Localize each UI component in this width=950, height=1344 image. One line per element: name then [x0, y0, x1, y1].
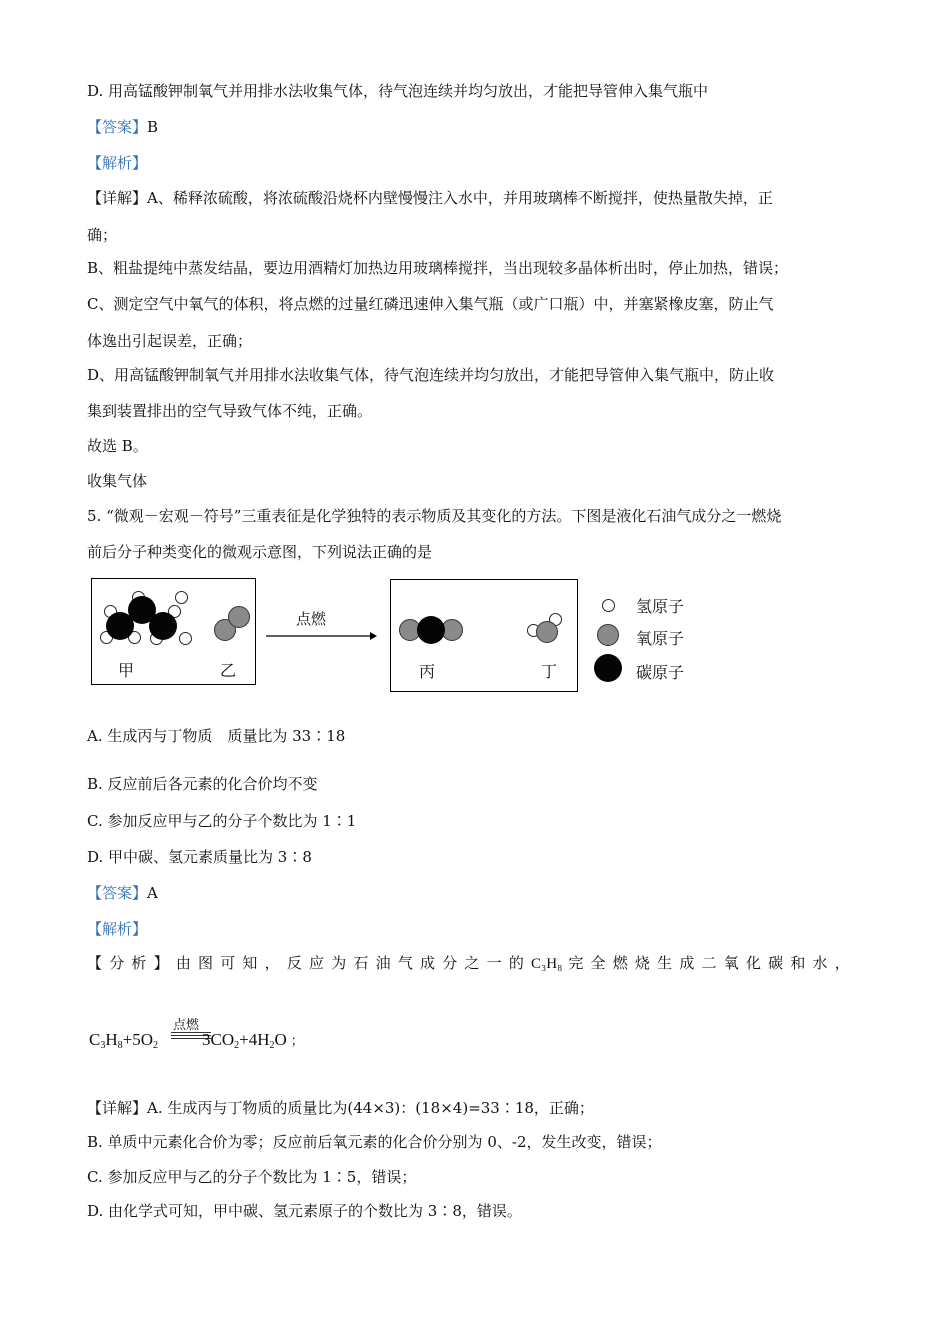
- reaction-arrow-icon: [266, 630, 378, 642]
- arrow-condition: 点燃: [296, 610, 327, 628]
- products-box: [390, 579, 578, 692]
- collect-gas: 收集气体: [87, 472, 148, 490]
- detail-d-line2: 集到装置排出的空气导致气体不纯，正确。: [87, 402, 373, 420]
- legend-carbon-label: 碳原子: [636, 663, 685, 682]
- legend-oxygen-label: 氧原子: [636, 629, 685, 648]
- detail-a-line2: 确；: [87, 226, 118, 244]
- legend-oxygen-icon: [597, 624, 619, 646]
- equation-condition: 点燃: [173, 1017, 200, 1032]
- question-5-line1: 5. “微观－宏观－符号”三重表征是化学独特的表示物质及其变化的方法。下图是液化石油气成分之一燃烧: [87, 507, 782, 525]
- answer-1: [87, 116, 158, 138]
- analysis-tag-2: 【解析】: [87, 920, 148, 938]
- option-d-text: D. 用高锰酸钾制氧气并用排水法收集气体，待气泡连续并均匀放出，才能把导管伸入集气瓶中: [87, 82, 709, 100]
- answer-2: [87, 882, 158, 904]
- option-b: B. 反应前后各元素的化合价均不变: [87, 775, 318, 793]
- answer-tag: 【答案】: [87, 884, 148, 902]
- detail-tag: 【详解】: [87, 189, 148, 207]
- option-d: D. 甲中碳、氢元素质量比为 3∶8: [87, 848, 312, 866]
- hydrogen-atom: [179, 632, 192, 645]
- label-ding: 丁: [541, 662, 558, 681]
- detail2-a: 【详解】A. 生成丙与丁物质的质量比为(44×3)：(18×4)=33∶18，正确；: [87, 1099, 594, 1117]
- legend-hydrogen-icon: [602, 599, 615, 612]
- detail2-c: C. 参加反应甲与乙的分子个数比为 1∶5，错误；: [87, 1168, 417, 1186]
- label-bing: 丙: [419, 662, 436, 681]
- detail-c-line2: 体逸出引起误差，正确；: [87, 332, 253, 350]
- oxygen-atom: [536, 621, 558, 643]
- carbon-atom: [149, 612, 177, 640]
- fenxi-line: 【分析】由图可知，反应为石油气成分之一的C₃H₈ 完全燃烧生成二氧化碳和水，: [87, 954, 857, 972]
- label-jia: 甲: [118, 661, 135, 680]
- legend-carbon-icon: [594, 654, 622, 682]
- answer-value: B: [147, 118, 159, 136]
- detail2-b: B. 单质中元素化合价为零；反应前后氧元素的化合价分别为 0、-2，发生改变，错误；: [87, 1133, 662, 1151]
- detail-d-line1: D、用高锰酸钾制氧气并用排水法收集气体，待气泡连续并均匀放出，才能把导管伸入集气瓶中，防止收: [87, 366, 775, 384]
- detail-b: B、粗盐提纯中蒸发结晶，要边用酒精灯加热边用玻璃棒搅拌，当出现较多晶体析出时，停止加热，错误；: [87, 259, 789, 277]
- question-5-line2: 前后分子种类变化的微观示意图，下列说法正确的是: [87, 543, 433, 561]
- option-a: A. 生成丙与丁物质 质量比为 33∶18: [87, 727, 346, 745]
- label-yi: 乙: [220, 661, 237, 680]
- carbon-atom: [417, 616, 445, 644]
- propane-formula: C₃H₈: [531, 956, 563, 972]
- oxygen-atom: [228, 606, 250, 628]
- detail2-d: D. 由化学式可知，甲中碳、氢元素原子的个数比为 3∶8，错误。: [87, 1202, 522, 1220]
- analysis-tag-1: 【解析】: [87, 154, 148, 172]
- carbon-atom: [106, 612, 134, 640]
- detail-tag: 【详解】: [87, 1099, 148, 1117]
- reactants-box: [91, 578, 256, 685]
- legend-hydrogen-label: 氢原子: [636, 597, 685, 616]
- hydrogen-atom: [175, 591, 188, 604]
- choose-b: 故选 B。: [87, 437, 148, 455]
- option-c: C. 参加反应甲与乙的分子个数比为 1∶1: [87, 812, 357, 830]
- detail-c-line1: C、测定空气中氧气的体积，将点燃的过量红磷迅速伸入集气瓶（或广口瓶）中，并塞紧橡皮塞，防止气: [87, 295, 774, 313]
- answer-tag: 【答案】: [87, 118, 148, 136]
- fenxi-tag: 【分析】: [87, 954, 176, 972]
- detail-a-line1: 【详解】A、稀释浓硫酸，将浓硫酸沿烧杯内壁慢慢注入水中，并用玻璃棒不断搅拌，使热量散失掉，正: [87, 189, 773, 207]
- answer-value: A: [147, 884, 158, 902]
